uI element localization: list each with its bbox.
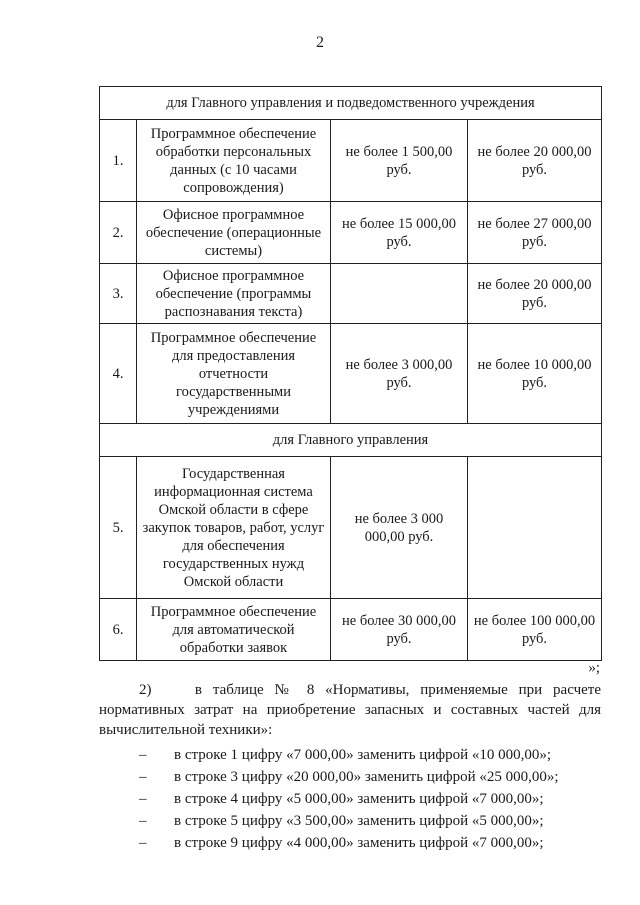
section-title: для Главного управления и подведомственного учреждения — [100, 87, 602, 120]
row-value-1: не более 3 000 000,00 руб. — [331, 457, 468, 599]
list-item — [99, 744, 601, 766]
dash-marker: – — [139, 747, 147, 763]
row-name: Офисное программное обеспечение (операционные системы) — [137, 202, 331, 264]
amendment-text — [99, 680, 601, 854]
table-row — [100, 120, 602, 202]
row-value-2: не более 20 000,00 руб. — [468, 264, 602, 324]
page-number: 2 — [316, 34, 324, 51]
row-value-1: не более 1 500,00 руб. — [331, 120, 468, 202]
list-item — [99, 810, 601, 832]
list-item-text: в строке 5 цифру «3 500,00» заменить цифрой «5 000,00»; — [174, 813, 544, 829]
table-row — [100, 457, 602, 599]
list-item-text: в строке 4 цифру «5 000,00» заменить цифрой «7 000,00»; — [174, 791, 544, 807]
closing-quote: »; — [588, 660, 600, 676]
row-value-2: не более 20 000,00 руб. — [468, 120, 602, 202]
row-value-2: не более 100 000,00 руб. — [468, 599, 602, 661]
row-name: Программное обеспечение для предоставления отчетности государственными учреждениями — [137, 324, 331, 424]
list-item — [99, 766, 601, 788]
table-row — [100, 324, 602, 424]
list-item-text: в строке 1 цифру «7 000,00» заменить цифрой «10 000,00»; — [174, 747, 552, 763]
row-number: 2. — [100, 202, 137, 264]
table-row — [100, 599, 602, 661]
section-header-row — [100, 87, 602, 120]
row-value-1: не более 15 000,00 руб. — [331, 202, 468, 264]
table-row — [100, 202, 602, 264]
row-number: 3. — [100, 264, 137, 324]
dash-marker: – — [139, 835, 147, 851]
list-item-text: в строке 3 цифру «20 000,00» заменить цифрой «25 000,00»; — [174, 769, 559, 785]
section-title: для Главного управления — [100, 424, 602, 457]
row-value-1 — [331, 264, 468, 324]
row-number: 6. — [100, 599, 137, 661]
row-value-2: не более 10 000,00 руб. — [468, 324, 602, 424]
norms-table — [99, 86, 602, 661]
row-number: 5. — [100, 457, 137, 599]
row-value-2 — [468, 457, 602, 599]
amendment-paragraph: 2) в таблице № 8 «Нормативы, применяемые при расчете нормативных затрат на приобретение запасных и составных частей для вычислительной техники»: — [99, 682, 601, 738]
dash-marker: – — [139, 813, 147, 829]
row-value-1: не более 30 000,00 руб. — [331, 599, 468, 661]
list-item — [99, 788, 601, 810]
row-value-1: не более 3 000,00 руб. — [331, 324, 468, 424]
row-number: 4. — [100, 324, 137, 424]
row-name: Программное обеспечение обработки персональных данных (с 10 часами сопровождения) — [137, 120, 331, 202]
table-row — [100, 264, 602, 324]
section-header-row — [100, 424, 602, 457]
row-name: Офисное программное обеспечение (программы распознавания текста) — [137, 264, 331, 324]
row-name: Государственная информационная система Омской области в сфере закупок товаров, работ, услуг для обеспечения государственных нужд Омской области — [137, 457, 331, 599]
row-name: Программное обеспечение для автоматической обработки заявок — [137, 599, 331, 661]
list-item-text: в строке 9 цифру «4 000,00» заменить цифрой «7 000,00»; — [174, 835, 544, 851]
dash-marker: – — [139, 791, 147, 807]
dash-marker: – — [139, 769, 147, 785]
list-item — [99, 832, 601, 854]
row-value-2: не более 27 000,00 руб. — [468, 202, 602, 264]
row-number: 1. — [100, 120, 137, 202]
